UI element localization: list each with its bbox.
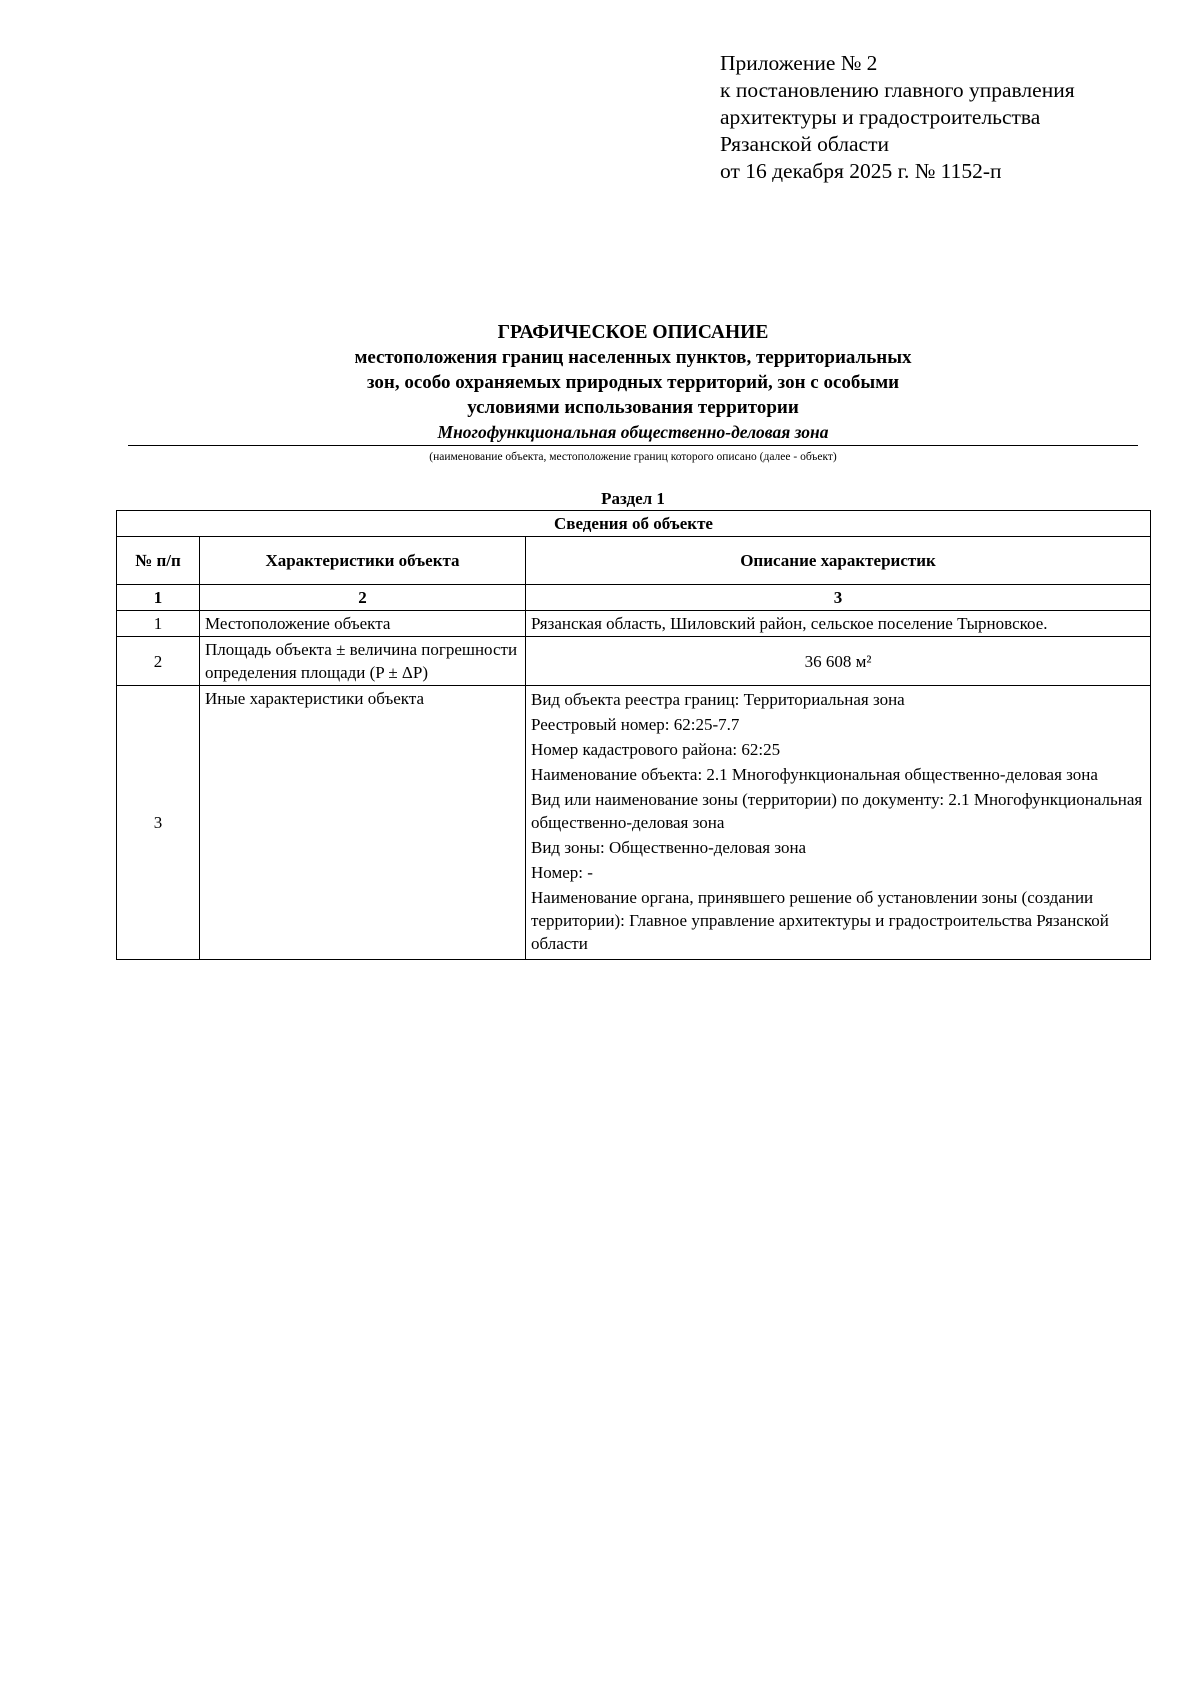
appendix-line: Рязанской области bbox=[720, 132, 889, 156]
description-line: Номер кадастрового района: 62:25 bbox=[531, 740, 781, 759]
row-description: 36 608 м² bbox=[526, 637, 1151, 686]
appendix-line: от 16 декабря 2025 г. № 1152-п bbox=[720, 159, 1002, 183]
row-num: 2 bbox=[117, 637, 200, 686]
table-row bbox=[117, 611, 1151, 637]
appendix-line: Приложение № 2 bbox=[720, 51, 878, 75]
appendix-header bbox=[720, 50, 1180, 185]
appendix-line: архитектуры и градостроительства bbox=[720, 105, 1041, 129]
table-row bbox=[117, 686, 1151, 960]
table-row bbox=[117, 637, 1151, 686]
row-characteristic: Иные характеристики объекта bbox=[200, 686, 526, 960]
row-num: 1 bbox=[117, 611, 200, 637]
column-number: 2 bbox=[200, 585, 526, 611]
document-subtitle-line: условиями использования территории bbox=[467, 397, 799, 418]
object-name-caption: (наименование объекта, местоположение границ которого описано (далее - объект) bbox=[429, 451, 837, 463]
document-subtitle-line: зон, особо охраняемых природных территорий, зон с особыми bbox=[366, 372, 900, 393]
document-subtitle-line: местоположения границ населенных пунктов, территориальных bbox=[354, 347, 912, 368]
appendix-line: к постановлению главного управления bbox=[720, 78, 1075, 102]
document-title: ГРАФИЧЕСКОЕ ОПИСАНИЕ bbox=[497, 322, 769, 343]
description-line: Номер: - bbox=[531, 863, 593, 882]
description-line: Реестровый номер: 62:25-7.7 bbox=[531, 715, 740, 734]
row-num: 3 bbox=[117, 686, 200, 960]
column-number: 1 bbox=[117, 585, 200, 611]
description-line: Вид или наименование зоны (территории) по документу: 2.1 Многофункциональная общественно-деловая зона bbox=[531, 790, 1143, 832]
row-characteristic: Площадь объекта ± величина погрешности определения площади (P ± ΔP) bbox=[200, 637, 526, 686]
header-characteristics: Характеристики объекта bbox=[200, 537, 526, 585]
description-line: Вид объекта реестра границ: Территориальная зона bbox=[531, 690, 905, 709]
column-number: 3 bbox=[526, 585, 1151, 611]
description-line: Наименование органа, принявшего решение об установлении зоны (создании территории): Главное управление архитектуры и градостроительства Рязанской области bbox=[531, 888, 1109, 953]
header-num: № п/п bbox=[117, 537, 200, 585]
underline-rule bbox=[128, 445, 1138, 446]
title-block bbox=[128, 320, 1138, 465]
row-description: Рязанская область, Шиловский район, сельское поселение Тырновское. bbox=[526, 611, 1151, 637]
section-title: Раздел 1 bbox=[601, 489, 665, 508]
description-line: Вид зоны: Общественно-деловая зона bbox=[531, 838, 807, 857]
row-characteristic: Местоположение объекта bbox=[200, 611, 526, 637]
header-description: Описание характеристик bbox=[526, 537, 1151, 585]
object-info-table bbox=[116, 510, 1151, 960]
table-title: Сведения об объекте bbox=[117, 511, 1151, 537]
object-name: Многофункциональная общественно-деловая зона bbox=[437, 422, 829, 442]
description-line: Наименование объекта: 2.1 Многофункциональная общественно-деловая зона bbox=[531, 765, 1098, 784]
row-description bbox=[526, 686, 1151, 960]
